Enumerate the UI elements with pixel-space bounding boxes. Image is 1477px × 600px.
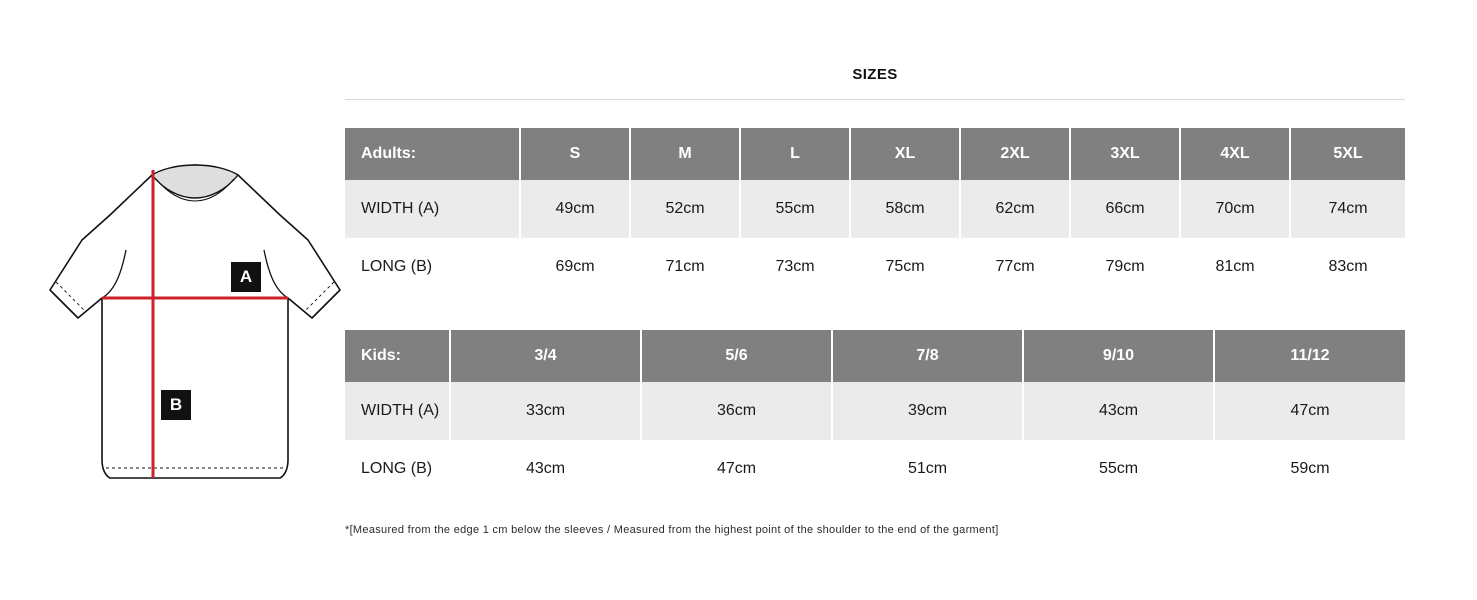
adults-width-4xl: 70cm <box>1180 180 1290 238</box>
kids-header-5-6: 5/6 <box>641 330 832 382</box>
kids-header-9-10: 9/10 <box>1023 330 1214 382</box>
kids-long-7-8: 51cm <box>832 440 1023 498</box>
adults-header-xl: XL <box>850 128 960 180</box>
adults-header-4xl: 4XL <box>1180 128 1290 180</box>
adults-long-xl: 75cm <box>850 238 960 296</box>
measurement-footnote: *[Measured from the edge 1 cm below the sleeves / Measured from the highest point of the shoulder to the end of the garment] <box>345 524 999 536</box>
adults-header-label: Adults: <box>345 128 520 180</box>
kids-width-5-6: 36cm <box>641 382 832 440</box>
kids-header-7-8: 7/8 <box>832 330 1023 382</box>
table-row <box>345 238 1405 296</box>
adults-header-m: M <box>630 128 740 180</box>
table-row <box>345 180 1405 238</box>
adults-width-m: 52cm <box>630 180 740 238</box>
adults-long-m: 71cm <box>630 238 740 296</box>
adults-width-2xl: 62cm <box>960 180 1070 238</box>
kids-long-5-6: 47cm <box>641 440 832 498</box>
kids-width-3-4: 33cm <box>450 382 641 440</box>
adults-width-label: WIDTH (A) <box>345 180 520 238</box>
table-row <box>345 440 1405 498</box>
page-title: SIZES <box>852 66 898 83</box>
adults-header-5xl: 5XL <box>1290 128 1405 180</box>
size-chart-content <box>345 0 1405 536</box>
table-row <box>345 382 1405 440</box>
marker-a: A <box>231 262 261 292</box>
title-divider <box>345 99 1405 100</box>
kids-header-11-12: 11/12 <box>1214 330 1405 382</box>
adults-header-3xl: 3XL <box>1070 128 1180 180</box>
adults-width-5xl: 74cm <box>1290 180 1405 238</box>
adults-long-l: 73cm <box>740 238 850 296</box>
adults-header-l: L <box>740 128 850 180</box>
adults-width-3xl: 66cm <box>1070 180 1180 238</box>
marker-b: B <box>161 390 191 420</box>
kids-width-9-10: 43cm <box>1023 382 1214 440</box>
adults-long-5xl: 83cm <box>1290 238 1405 296</box>
adults-width-xl: 58cm <box>850 180 960 238</box>
adults-size-table <box>345 128 1405 296</box>
adults-long-label: LONG (B) <box>345 238 520 296</box>
adults-header-s: S <box>520 128 630 180</box>
tshirt-illustration <box>40 130 350 520</box>
adults-long-2xl: 77cm <box>960 238 1070 296</box>
adults-width-s: 49cm <box>520 180 630 238</box>
kids-size-table <box>345 330 1405 498</box>
kids-long-9-10: 55cm <box>1023 440 1214 498</box>
kids-width-label: WIDTH (A) <box>345 382 450 440</box>
kids-long-label: LONG (B) <box>345 440 450 498</box>
adults-header-2xl: 2XL <box>960 128 1070 180</box>
kids-width-11-12: 47cm <box>1214 382 1405 440</box>
table-header-row <box>345 330 1405 382</box>
kids-header-label: Kids: <box>345 330 450 382</box>
kids-long-11-12: 59cm <box>1214 440 1405 498</box>
adults-long-s: 69cm <box>520 238 630 296</box>
table-header-row <box>345 128 1405 180</box>
kids-header-3-4: 3/4 <box>450 330 641 382</box>
adults-long-4xl: 81cm <box>1180 238 1290 296</box>
adults-long-3xl: 79cm <box>1070 238 1180 296</box>
kids-long-3-4: 43cm <box>450 440 641 498</box>
tshirt-drawing <box>40 130 350 520</box>
adults-width-l: 55cm <box>740 180 850 238</box>
kids-width-7-8: 39cm <box>832 382 1023 440</box>
